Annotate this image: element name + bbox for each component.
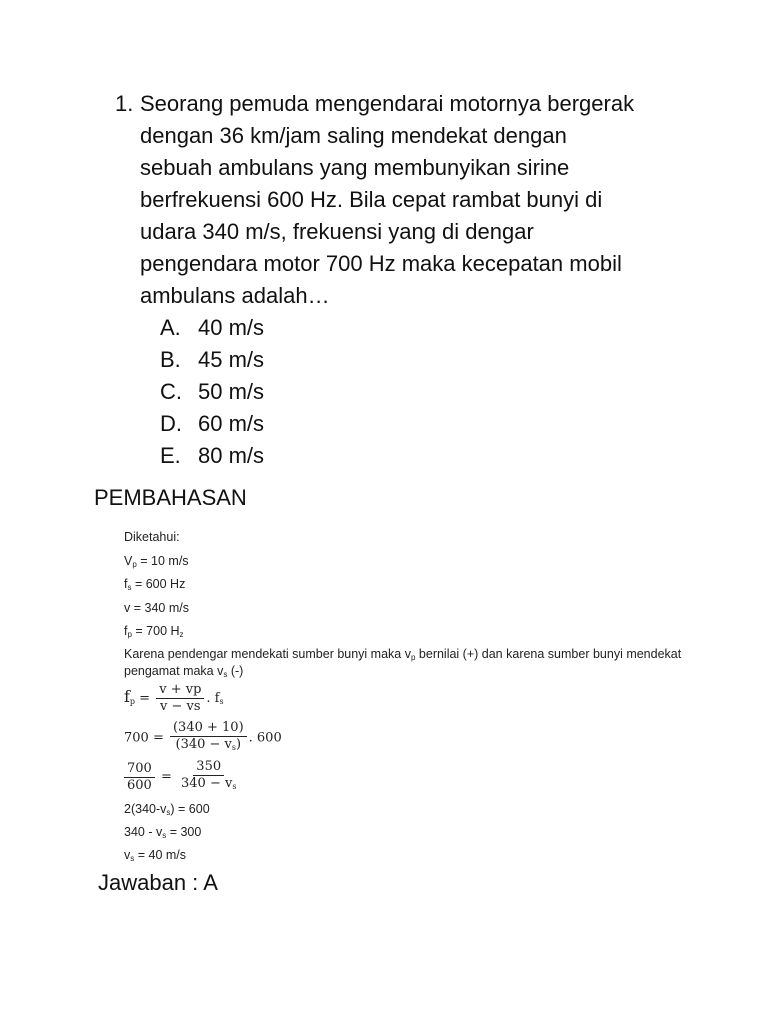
question-line: ambulans adalah…: [140, 283, 330, 308]
question-line: dengan 36 km/jam saling mendekat dengan: [140, 123, 567, 148]
subscript: s: [130, 854, 135, 863]
note-text: (-): [227, 664, 244, 678]
symbol: f: [124, 577, 128, 591]
option-text: 45 m/s: [198, 347, 265, 372]
option-d: [160, 408, 264, 440]
question-line: Seorang pemuda mengendarai motornya bergerak: [140, 91, 635, 116]
question-line: udara 340 m/s, frekuensi yang di dengar: [140, 219, 534, 244]
denominator: 600: [127, 777, 152, 793]
section-title: PEMBAHASAN: [94, 485, 247, 510]
value: = 600 Hz: [131, 577, 186, 591]
known-fs: [124, 577, 185, 592]
tail: . 600: [248, 730, 282, 746]
question-line: pengendara motor 700 Hz maka kecepatan mobil: [140, 251, 622, 276]
numerator: 700: [124, 761, 155, 778]
step-text: 340 - v: [124, 825, 163, 839]
step-text: = 300: [166, 825, 202, 839]
tail: . f: [206, 691, 220, 706]
lhs: 700 =: [124, 730, 168, 746]
option-letter: D.: [160, 411, 182, 436]
option-text: 60 m/s: [198, 411, 265, 436]
final-answer: Jawaban : A: [98, 870, 218, 895]
numerator: 350: [193, 759, 224, 776]
option-text: 50 m/s: [198, 379, 265, 404]
equals: =: [135, 691, 155, 706]
note-text: Karena pendengar mendekati sumber bunyi maka v: [124, 647, 411, 661]
fraction: [124, 761, 155, 794]
formula-substitution: [124, 720, 282, 756]
note-text: pengamat maka v: [124, 664, 224, 678]
step-line: [124, 802, 210, 817]
den-text: 340 − v: [181, 776, 233, 791]
note-line: [124, 664, 243, 679]
subscript: s: [162, 831, 167, 840]
numerator: v + vp: [156, 682, 204, 699]
option-text: 40 m/s: [198, 315, 265, 340]
step-text: = 40 m/s: [134, 848, 187, 862]
value: = 10 m/s: [136, 554, 189, 568]
subscript: p: [410, 653, 416, 662]
symbol: f: [124, 687, 130, 706]
step-line: [124, 825, 201, 840]
subscript: z: [179, 630, 184, 639]
subscript: s: [232, 782, 237, 791]
known-label: Diketahui:: [124, 530, 180, 544]
denominator: [173, 737, 245, 756]
formula-ratio: [124, 759, 241, 795]
denominator: v − vs: [160, 699, 201, 714]
value: = 700 H: [131, 624, 180, 638]
subscript: p: [132, 560, 137, 569]
step-text: 2(340-v: [124, 802, 167, 816]
known-v: v = 340 m/s: [124, 601, 189, 615]
fraction: [178, 759, 239, 795]
subscript: s: [223, 670, 228, 679]
option-text: 80 m/s: [198, 443, 265, 468]
den-text: (340 − v: [175, 737, 232, 752]
denominator: [178, 776, 239, 795]
fraction: [170, 720, 247, 756]
subscript: s: [166, 808, 171, 817]
den-close: ): [236, 737, 242, 752]
equals: =: [156, 769, 176, 785]
answer-options: [160, 312, 264, 472]
step-line: [124, 848, 186, 863]
question-text: [140, 88, 700, 312]
option-e: [160, 440, 264, 472]
option-letter: C.: [160, 379, 182, 404]
note-text: bernilai (+) dan karena sumber bunyi mendekat: [415, 647, 682, 661]
option-letter: E.: [160, 443, 181, 468]
note-line: [124, 647, 681, 662]
numerator: (340 + 10): [170, 720, 247, 737]
option-letter: B.: [160, 347, 181, 372]
fraction: [156, 682, 204, 715]
known-vp: [124, 554, 189, 569]
question-line: berfrekuensi 600 Hz. Bila cepat rambat bunyi di: [140, 187, 603, 212]
subscript: s: [127, 583, 132, 592]
option-a: [160, 312, 264, 344]
step-text: v: [124, 848, 131, 862]
subscript: s: [219, 697, 224, 706]
option-letter: A.: [160, 315, 181, 340]
question-line: sebuah ambulans yang membunyikan sirine: [140, 155, 570, 180]
option-b: [160, 344, 264, 376]
subscript: p: [127, 630, 132, 639]
symbol: V: [124, 554, 133, 568]
option-c: [160, 376, 264, 408]
step-text: ) = 600: [170, 802, 210, 816]
symbol: f: [124, 624, 128, 638]
formula-doppler: [124, 682, 224, 715]
subscript: p: [129, 697, 136, 706]
known-fp: [124, 624, 184, 639]
subscript: s: [231, 743, 237, 752]
question-number: 1.: [115, 91, 134, 116]
